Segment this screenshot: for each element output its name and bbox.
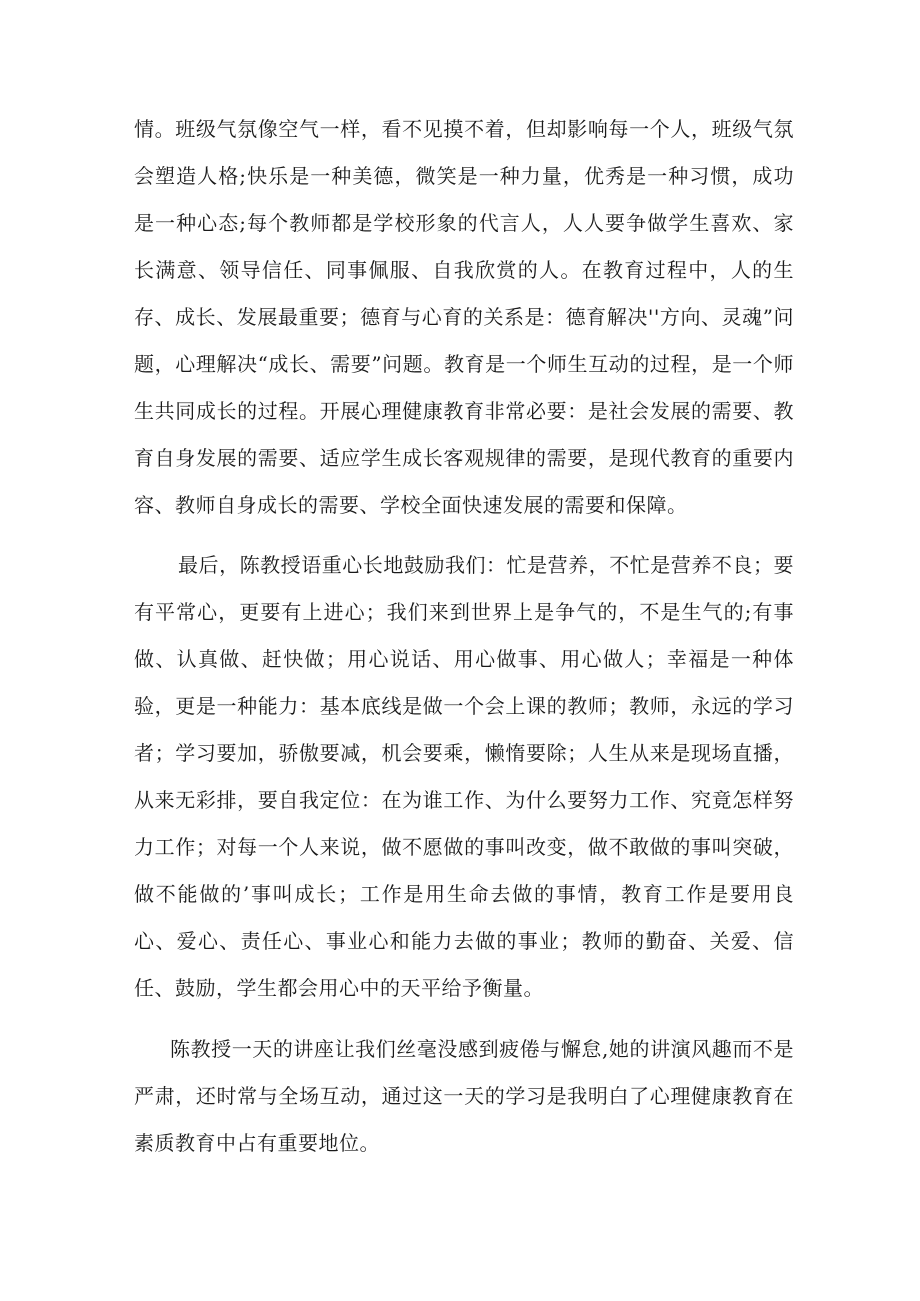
paragraph-2: 最后，陈教授语重心长地鼓励我们：忙是营养，不忙是营养不良；要有平常心，更要有上进心；我们来到世界上是争气的，不是生气的;有事做、认真做、赶快做；用心说话、用心做事、用心做人；幸福是一种体验，更是一种能力：基本底线是做一个会上课的教师；教师，永远的学习者；学习要加，骄傲要减，机会要乘，懒惰要除；人生从来是现场直播，从来无彩排，要自我定位：在为谁工作、为什么要努力工作、究竟怎样努力工作；对每一个人来说，做不愿做的事叫改变，做不敢做的事叫突破，做不能做的’事叫成长；工作是用生命去做的事情，教育工作是要用良心、爱心、责任心、事业心和能力去做的事业；教师的勤奋、关爱、信任、鼓励，学生都会用心中的天平给予衡量。	[134, 553, 794, 1000]
paragraph-1: 情。班级气氛像空气一样，看不见摸不着，但却影响每一个人，班级气氛会塑造人格;快乐是一种美德，微笑是一种力量，优秀是一种习惯，成功是一种心态;每个教师都是学校形象的代言人，人人要争做学生喜欢、家长满意、领导信任、同事佩服、自我欣赏的人。在教育过程中，人的生存、成长、发展最重要；德育与心育的关系是：德育解决''方向、灵魂”问题，心理解决“成长、需要”问题。教育是一个师生互动的过程，是一个师生共同成长的过程。开展心理健康教育非常必要：是社会发展的需要、教育自身发展的需要、适应学生成长客观规律的需要，是现代教育的重要内容、教师自身成长的需要、学校全面快速发展的需要和保障。	[134, 117, 794, 517]
paragraph-3: 陈教授一天的讲座让我们丝毫没感到疲倦与懈怠,她的讲演风趣而不是严肃，还时常与全场互动，通过这一天的学习是我明白了心理健康教育在素质教育中占有重要地位。	[134, 1037, 794, 1155]
